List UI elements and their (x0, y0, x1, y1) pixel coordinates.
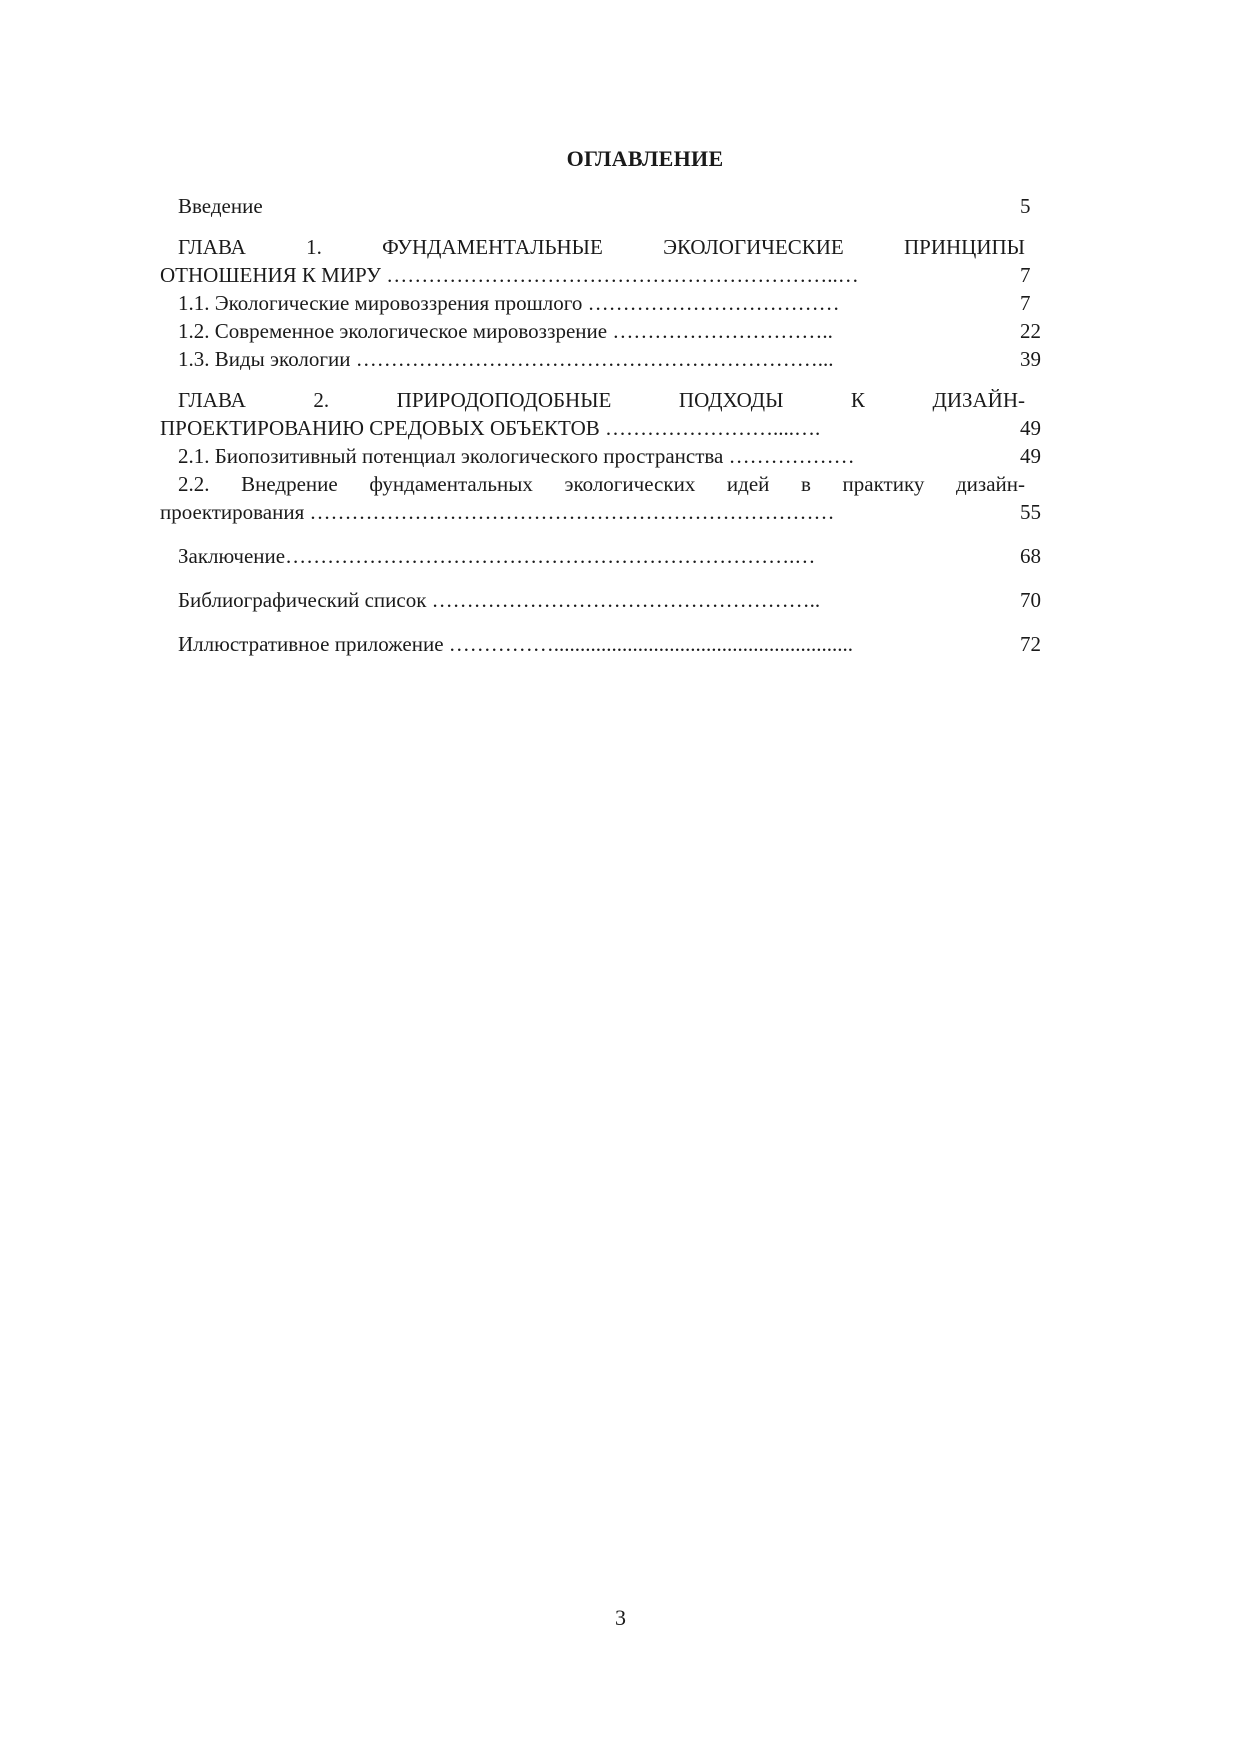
toc-entry-section-2-1 (160, 442, 1060, 470)
toc-entry-chapter-2 (160, 386, 1060, 442)
toc-entry-text: 1.1. Экологические мировоззрения прошлого ……………………………… (178, 291, 840, 315)
toc-entry-text: Библиографический список ……………………………………………….. (178, 588, 821, 612)
toc-entry-text: Введение (178, 194, 263, 218)
toc-entry-page: 68 (1020, 544, 1041, 568)
toc-entry-text-line2: ОТНОШЕНИЯ К МИРУ ………………………………………………………..… (160, 263, 859, 287)
toc-entry-chapter-1 (160, 233, 1060, 289)
toc-entry-text: 1.2. Современное экологическое мировоззрение ………………………….. (178, 319, 833, 343)
toc-entry-text-line1: ГЛАВА 2. ПРИРОДОПОДОБНЫЕ ПОДХОДЫ К ДИЗАЙН- (178, 388, 1025, 412)
toc-list (160, 192, 1060, 658)
toc-entry-page: 7 (1020, 291, 1031, 315)
toc-entry-page: 39 (1020, 347, 1041, 371)
toc-entry-introduction (160, 192, 1060, 220)
toc-entry-text-line1: 2.2. Внедрение фундаментальных экологических идей в практику дизайн- (178, 472, 1025, 496)
toc-entry-conclusion (160, 542, 1060, 570)
toc-entry-page: 70 (1020, 588, 1041, 612)
toc-entry-section-2-2 (160, 470, 1060, 526)
toc-entry-page: 49 (1020, 416, 1041, 440)
toc-title: ОГЛАВЛЕНИЕ (566, 146, 724, 171)
toc-entry-text: Иллюстративное приложение ……………......................................................... (178, 632, 854, 656)
toc-entry-page: 22 (1020, 319, 1041, 343)
toc-entry-text: 2.1. Биопозитивный потенциал экологического пространства ……………… (178, 444, 855, 468)
toc-entry-page: 49 (1020, 444, 1041, 468)
toc-entry-text-line2: проектирования ………………………………………………………………… (160, 500, 835, 524)
toc-entry-bibliography (160, 586, 1060, 614)
page-number: 3 (615, 1605, 626, 1630)
toc-entry-section-1-1 (160, 289, 1060, 317)
toc-entry-page: 55 (1020, 500, 1041, 524)
toc-entry-section-1-3 (160, 345, 1060, 373)
toc-entry-text-line1: ГЛАВА 1. ФУНДАМЕНТАЛЬНЫЕ ЭКОЛОГИЧЕСКИЕ ПРИНЦИПЫ (178, 235, 1025, 259)
toc-entry-section-1-2 (160, 317, 1060, 345)
toc-entry-page: 7 (1020, 263, 1031, 287)
toc-entry-text-line2: ПРОЕКТИРОВАНИЮ СРЕДОВЫХ ОБЪЕКТОВ ……………………....…. (160, 416, 821, 440)
toc-entry-page: 5 (1020, 194, 1031, 218)
toc-entry-text: 1.3. Виды экологии …………………………………………………………... (178, 347, 834, 371)
toc-entry-page: 72 (1020, 632, 1041, 656)
toc-entry-text: Заключение……………………………………………………………….… (178, 544, 816, 568)
toc-entry-appendix (160, 630, 1060, 658)
